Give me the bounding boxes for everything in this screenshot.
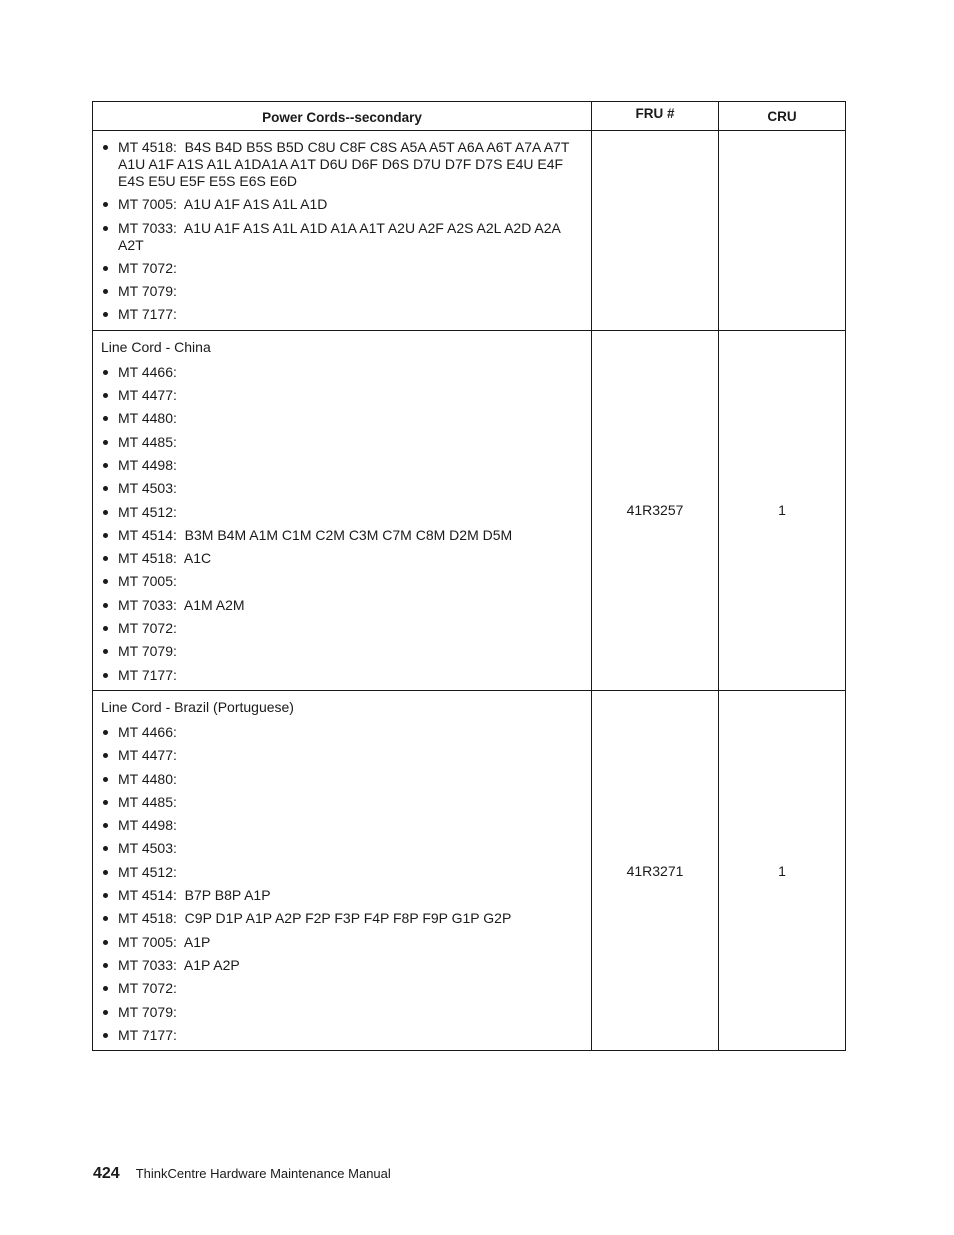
fru-cell [592, 131, 719, 331]
list-item [101, 980, 585, 997]
description-cell [93, 330, 592, 690]
machine-type: MT 7033: [118, 596, 177, 613]
list-item [101, 410, 585, 427]
list-item [101, 724, 585, 741]
table-row [93, 690, 846, 1050]
list-item [101, 1027, 585, 1044]
machine-type: MT 4503: [118, 840, 177, 857]
model-codes: B4S B4D B5S B5D C8U C8F C8S A5A A5T A6A A6T A7A A7T A1U A1F A1S A1L A1DA1A A1T D6U D6F D6S D7U D7F D7S E4U E4F E4S E5U E5F E5S E6S E6D [118, 139, 570, 189]
cru-cell [719, 131, 846, 331]
list-item [101, 260, 585, 277]
machine-type: MT 4485: [118, 793, 177, 810]
model-codes: A1U A1F A1S A1L A1D A1A A1T A2U A2F A2S A2L A2D A2A A2T [118, 219, 561, 253]
description-cell [93, 690, 592, 1050]
header-fru: FRU # [592, 102, 719, 131]
list-item [101, 480, 585, 497]
machine-type: MT 4485: [118, 433, 177, 450]
machine-type: MT 4498: [118, 456, 177, 473]
list-item [101, 934, 585, 951]
machine-type: MT 4480: [118, 410, 177, 427]
list-item [101, 387, 585, 404]
machine-type: MT 4498: [118, 817, 177, 834]
list-item [101, 794, 585, 811]
list-item [101, 139, 585, 190]
machine-type: MT 7033: [118, 956, 177, 973]
machine-type: MT 7177: [118, 1026, 177, 1043]
machine-type: MT 4514: [118, 887, 177, 904]
table-body [93, 131, 846, 1051]
list-item [101, 196, 585, 213]
machine-type: MT 7177: [118, 666, 177, 683]
model-codes: A1P A2P [183, 956, 240, 973]
list-item [101, 283, 585, 300]
machine-type-list [101, 724, 585, 1044]
table-row [93, 330, 846, 690]
machine-type-list [101, 139, 585, 323]
part-heading: Line Cord - China [101, 338, 211, 355]
machine-type: MT 4512: [118, 503, 177, 520]
model-codes: A1M A2M [183, 596, 245, 613]
machine-type: MT 7005: [118, 573, 177, 590]
list-item [101, 840, 585, 857]
fru-cell: 41R3271 [592, 690, 719, 1050]
cru-cell: 1 [719, 330, 846, 690]
manual-title: ThinkCentre Hardware Maintenance Manual [135, 1166, 391, 1181]
list-item [101, 527, 585, 544]
model-codes: A1U A1F A1S A1L A1D [183, 196, 328, 213]
list-item [101, 597, 585, 614]
list-item [101, 887, 585, 904]
machine-type: MT 4480: [118, 770, 177, 787]
machine-type: MT 7079: [118, 283, 177, 300]
machine-type: MT 7005: [118, 933, 177, 950]
machine-type: MT 7005: [118, 196, 177, 213]
machine-type: MT 4477: [118, 387, 177, 404]
page-footer [93, 1165, 391, 1183]
machine-type: MT 7072: [118, 620, 177, 637]
list-item [101, 504, 585, 521]
list-item [101, 573, 585, 590]
table-header-row [93, 102, 846, 131]
machine-type: MT 4503: [118, 480, 177, 497]
list-item [101, 910, 585, 927]
model-codes: B7P B8P A1P [184, 887, 271, 904]
machine-type: MT 7033: [118, 219, 177, 236]
page-number: 424 [93, 1165, 120, 1182]
model-codes: C9P D1P A1P A2P F2P F3P F4P F8P F9P G1P G2P [184, 910, 512, 927]
list-item [101, 550, 585, 567]
description-cell [93, 131, 592, 331]
list-item [101, 771, 585, 788]
machine-type-list [101, 364, 585, 684]
model-codes: A1C [183, 550, 212, 567]
list-item [101, 220, 585, 254]
list-item [101, 364, 585, 381]
table-row [93, 131, 846, 331]
list-item [101, 747, 585, 764]
machine-type: MT 4518: [118, 550, 177, 567]
list-item [101, 306, 585, 323]
cru-cell: 1 [719, 690, 846, 1050]
list-item [101, 643, 585, 660]
machine-type: MT 7079: [118, 643, 177, 660]
machine-type: MT 4466: [118, 723, 177, 740]
machine-type: MT 4466: [118, 363, 177, 380]
list-item [101, 457, 585, 474]
list-item [101, 434, 585, 451]
list-item [101, 667, 585, 684]
model-codes: A1P [183, 933, 211, 950]
parts-table [92, 101, 846, 1051]
list-item [101, 1004, 585, 1021]
list-item [101, 957, 585, 974]
machine-type: MT 7079: [118, 1003, 177, 1020]
fru-cell: 41R3257 [592, 330, 719, 690]
machine-type: MT 4514: [118, 526, 177, 543]
machine-type: MT 7072: [118, 980, 177, 997]
machine-type: MT 4518: [118, 139, 177, 155]
header-description: Power Cords--secondary [93, 102, 592, 131]
model-codes: B3M B4M A1M C1M C2M C3M C7M C8M D2M D5M [184, 526, 513, 543]
machine-type: MT 7072: [118, 259, 177, 276]
list-item [101, 620, 585, 637]
list-item [101, 817, 585, 834]
machine-type: MT 7177: [118, 306, 177, 323]
machine-type: MT 4512: [118, 863, 177, 880]
header-cru: CRU [719, 102, 846, 131]
list-item [101, 864, 585, 881]
part-heading: Line Cord - Brazil (Portuguese) [101, 698, 294, 715]
machine-type: MT 4518: [118, 910, 177, 927]
machine-type: MT 4477: [118, 747, 177, 764]
